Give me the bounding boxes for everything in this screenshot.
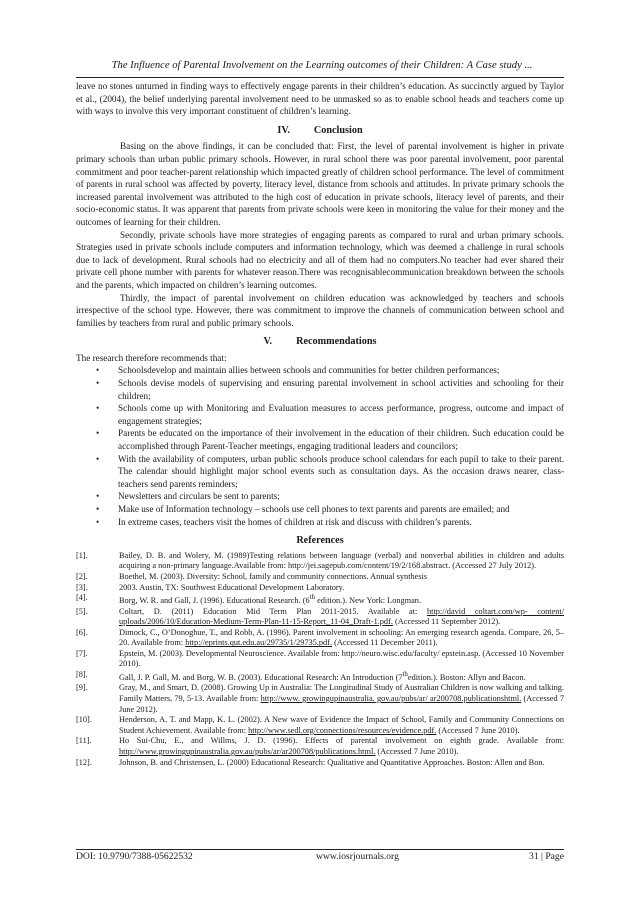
reference-number: [12].: [76, 757, 92, 767]
reference-entry: [76, 583, 564, 594]
reference-entry: [76, 607, 564, 628]
recommendations-heading: [76, 336, 564, 349]
list-item-text: Schools devise models of supervising and ensuring parental involvement in school activities and schooling for their children;: [118, 378, 564, 401]
reference-text-part: Dimock, C., O’Donoghue, T., and Robb, A. (1996). Parent involvement in schooling: An emerging research agenda. Compare, 26, 5–20. Available from:: [119, 627, 564, 648]
reference-entry: [76, 649, 564, 670]
list-item: [76, 453, 564, 491]
reference-number: [7].: [76, 648, 88, 658]
reference-entry: [76, 551, 564, 572]
reference-number: [11].: [76, 736, 92, 746]
reference-link[interactable]: http://eprints.qut.edu.au/29735/1/29735.pdf.: [185, 638, 333, 648]
list-item: [76, 516, 564, 529]
reference-text-part: Borg, W. R. and Gall, J. (1996). Educational Research. (6: [119, 595, 310, 605]
section-number: IV.: [277, 124, 290, 136]
reference-text-part: Gray, M., and Smart, D. (2008). Growing Up in Australia: The Longitudinal Study of Australian Children is now walking and talking. Family Matters, 79, 5-13. Available from:: [119, 683, 564, 704]
reference-number: [3].: [76, 582, 88, 592]
bullet-icon: •: [96, 378, 100, 389]
reference-text: Bailey, D. B. and Wolery, M. (1989)Testing relations between language (verbal) and nonverbal abilities in children and adults acquiring a non-primary language.Available from: http://jei.sagepub.com/content/19/2/168.abstract. (Accessed 27 July 2012).: [119, 550, 564, 571]
section-title: Conclusion: [313, 124, 363, 136]
reference-text-part: Coltart, D. (2011) Education Mid Term Plan 2011-2015. Available at:: [119, 606, 427, 616]
bullet-icon: •: [96, 491, 100, 502]
reference-number: [4].: [76, 593, 88, 603]
recommendations-list: [76, 364, 564, 528]
reference-number: [2].: [76, 571, 88, 581]
reference-text-part: (Accessed 7 June 2010).: [375, 747, 459, 756]
references-heading: References: [296, 535, 344, 547]
reference-link[interactable]: http://www. growingupinaustralia. gov.au/pubs/ar/ ar200708.publicationshtml.: [260, 694, 522, 704]
bullet-icon: •: [96, 504, 100, 514]
reference-entry: [76, 628, 564, 649]
conclusion-paragraph: Thirdly, the impact of parental involvement on children education was acknowledged by teachers and schools irrespective of the school type. However, there was commitment to improve the channels of communication between school and families by teachers from rural and public primary schools.: [76, 292, 564, 328]
reference-text-part: Henderson, A. T. and Mapp, K. L. (2002). A New wave of Evidence the Impact of School, Family and Community Connections on Student Achievement. Available from:: [119, 715, 564, 735]
reference-number: [1].: [76, 550, 88, 560]
list-item-text: Make use of Information technology – schools use cell phones to text parents and parents are emailed; and: [118, 504, 510, 514]
superscript: th: [309, 594, 316, 602]
list-item: [76, 364, 564, 377]
reference-text: [119, 670, 564, 683]
reference-text: [119, 628, 564, 649]
reference-entry: [76, 715, 564, 736]
list-item-text: Newsletters and circulars be sent to parents;: [118, 491, 280, 502]
reference-text-part: Ho Sui-Chu, E., and Willms, J. D. (1996). Effects of parental involvement on eighth grade. Available from:: [119, 736, 564, 746]
list-item: [76, 402, 564, 427]
reference-text: [119, 593, 564, 606]
list-item: [76, 490, 564, 503]
reference-number: [10].: [76, 715, 92, 725]
bullet-icon: •: [96, 365, 100, 376]
reference-text-part: edition.). Boston: Allyn and Bacon.: [407, 672, 526, 682]
reference-number: [5].: [76, 606, 88, 616]
reference-link[interactable]: http://www.growingupinaustralia.gov.au/pubs/ar/ar200708/publications.html.: [119, 747, 376, 756]
reference-entry: [76, 736, 564, 757]
article-body: [76, 80, 564, 768]
section-number: V.: [263, 336, 273, 348]
recommendations-intro: The research therefore recommends that:: [76, 352, 227, 363]
reference-entry: [76, 572, 564, 583]
reference-text-part: (Accessed 11 December 2011).: [332, 638, 438, 648]
list-item: [76, 503, 564, 516]
reference-text: [119, 736, 564, 757]
footer-page-number: 31 | Page: [529, 851, 564, 862]
running-head: The Influence of Parental Involvement on the Learning outcomes of their Children: A Case study ...: [111, 60, 533, 71]
references-list: [76, 551, 564, 768]
reference-text: [119, 607, 564, 628]
reference-number: [6].: [76, 627, 88, 637]
footer-doi: DOI: 10.9790/7388-05622532: [76, 851, 193, 862]
reference-entry: [76, 670, 564, 683]
reference-number: [9].: [76, 683, 88, 693]
reference-text-part: (Accessed 11 September 2012).: [392, 617, 501, 627]
reference-text: Johnson, B. and Christensen, L. (2000) Educational Research: Qualitative and Quantitative Approaches. Boston: Allen and Bon.: [119, 757, 545, 767]
reference-text: Boethel, M. (2003). Diversity: School, family and community connections. Annual synthesis: [119, 571, 428, 581]
intro-paragraph: leave no stones unturned in finding ways to effectively engage parents in their children’s education. As succinctly argued by Taylor et al., (2004), the belief underlying parental involvement need to be unmasked so as to enable school heads and teachers come up with ways to involve this very important constituent of children’s learning.: [76, 81, 564, 117]
bullet-icon: •: [96, 403, 100, 414]
reference-entry: [76, 683, 564, 715]
list-item-text: With the availability of computers, urban public schools produce school calendars for each pupil to take to their parent. The calendar should highlight major school events such as consultation days. As the occasion draws nearer, class-teachers send parents reminders;: [118, 453, 564, 489]
reference-text: [119, 683, 564, 715]
superscript: th: [402, 671, 408, 679]
footer-website: www.iosrjournals.org: [316, 851, 399, 862]
reference-text: [119, 715, 564, 736]
list-item: [76, 377, 564, 402]
bullet-icon: •: [96, 516, 100, 527]
list-item-text: Schools come up with Monitoring and Evaluation measures to access performance, progress, outcome and impact of engagement strategies;: [118, 403, 564, 426]
reference-text-part: Gall, J. P. Gall, M. and Borg, W. B. (2003). Educational Research: An Introduction (7: [119, 672, 403, 682]
bullet-icon: •: [96, 428, 100, 439]
conclusion-heading: [76, 125, 564, 138]
list-item: [76, 427, 564, 452]
header-divider: [76, 77, 564, 78]
reference-text-part: (Accessed 7 June 2010).: [436, 725, 520, 735]
reference-text: 2003. Austin, TX: Southwest Educational Development Laboratory.: [119, 582, 345, 592]
conclusion-paragraph: Basing on the above findings, it can be concluded that: First, the level of parental involvement is higher in private primary schools than urban public primary schools. However, in rural school there was poor parental involvement, poor parental commitment and poor teacher-parent relationship which impacted greatly of children school performance. The level of commitment of parents in rural school was affected by poverty, literacy level, distance from schools and attitudes. In private primary schools the increased parental involvement was attributed to the high cost of education in private schools, literacy level of parents, and their socio-economic status. It was apparent that parents from private schools were keen in monitoring the value for their money and the outcomes of learning for their children.: [76, 141, 564, 227]
list-item-text: Parents be educated on the importance of their involvement in the education of their children. Such education could be accomplished through Parent-Teacher meetings, engaging traditional leaders and councilors;: [118, 428, 564, 452]
reference-link[interactable]: http://www.sedl.org/connections/resources/evidence.pdf.: [248, 725, 437, 735]
reference-text-part: (Accessed 7 June 2012).: [119, 694, 564, 714]
footer-divider: [76, 849, 564, 850]
list-item-text: In extreme cases, teachers visit the homes of children at risk and discuss with children’s parents.: [118, 516, 472, 527]
list-item-text: Schoolsdevelop and maintain allies between schools and communities for better children performances;: [118, 365, 500, 376]
reference-number: [8].: [76, 670, 88, 680]
section-title: Recommendations: [296, 336, 377, 348]
conclusion-paragraph: Secondly, private schools have more strategies of engaging parents as compared to rural and urban primary schools. Strategies used in private schools include computers and information technology, which was deemed a challenge in rural schools due to lack of development. Rural schools had no electricity and all of them had no computers.No teacher had ever shared their private cell phone number with parents for whatever reason.There was recognisablecommunication breakdown between the schools and the parents, which impacted on children’s learning outcomes.: [76, 229, 564, 290]
reference-link[interactable]: http://david coltart.com/wp- content/ uploads/2006/10/Education-Medium-Term-Plan-11-15-Report_11-04_Draft-1.pdf.: [119, 606, 564, 627]
reference-text-part: edition.). New York: Longman.: [315, 595, 422, 605]
reference-entry: [76, 593, 564, 606]
reference-entry: [76, 758, 564, 769]
reference-text: Epstein, M. (2003). Developmental Neuroscience. Available from: http://neuro.wisc.edu/faculty/ epstein.asp. (Accessed 10 November 2010).: [119, 648, 564, 669]
bullet-icon: •: [96, 453, 100, 464]
